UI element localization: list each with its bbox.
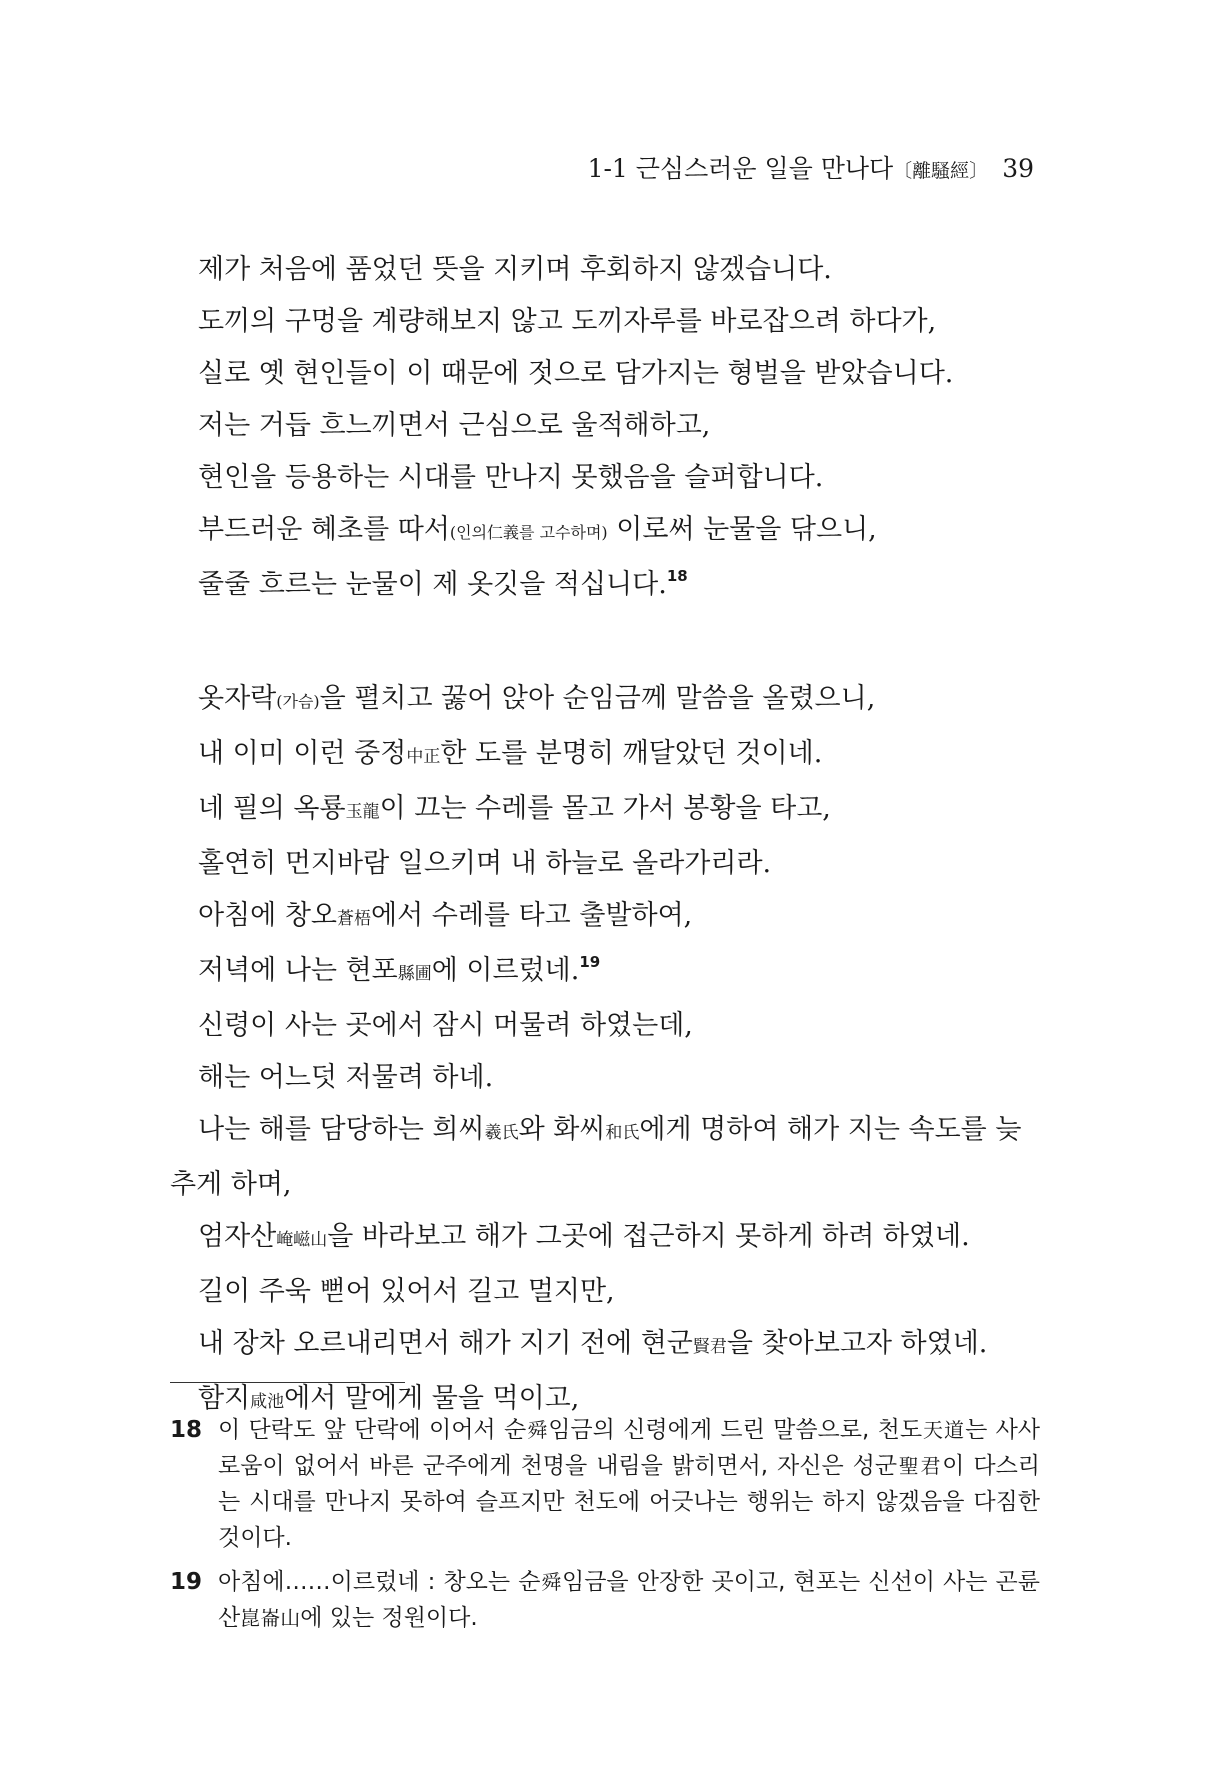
footnote-number: 18	[170, 1417, 203, 1443]
running-header	[160, 150, 1034, 190]
chapter-title: 1-1 근심스러운 일을 만나다	[587, 154, 894, 183]
verse-line: 홀연히 먼지바람 일으키며 내 하늘로 올라가리라.	[198, 848, 772, 879]
verse-line	[170, 945, 1040, 1000]
verse-text: 줄줄 흐르는 눈물이 제 옷깃을 적십니다.	[198, 569, 667, 600]
footnote-divider	[170, 1382, 405, 1383]
hanja-gloss: 聖君	[897, 1454, 943, 1478]
footnote-text-part: 에 있는 정원이다.	[300, 1605, 478, 1631]
footnote-text-part: 는 사사로움이 없어서 바른 군주에게 천명을 내림을 밝히면서, 자신은 성군	[218, 1417, 1041, 1479]
footnote-18	[170, 1412, 1040, 1556]
verse-text: 나는 해를 담당하는 희씨	[198, 1114, 485, 1145]
footnote-text-part: 아침에……이르렀네 : 창오는 순	[218, 1569, 541, 1595]
hanja-gloss: 中正	[406, 747, 441, 767]
hanja-gloss: 舜	[540, 1570, 562, 1594]
hanja-gloss: 羲氏	[484, 1123, 519, 1143]
verse-line	[170, 783, 1040, 838]
verse-text: 부드러운 혜초를 따서	[198, 514, 450, 545]
footnote-ref: 18	[666, 567, 688, 585]
footnote-text-part: 이 단락도 앞 단락에 이어서 순	[218, 1417, 527, 1443]
footnote-text-part: 임금의 신령에게 드린 말씀으로, 천도	[548, 1417, 923, 1443]
footnote-text-part: 임금을 안장한 곳이고, 현포는 신선이 사는 곤륜산	[218, 1569, 1040, 1631]
verse-line: 제가 처음에 품었던 뜻을 지키며 후회하지 않겠습니다.	[198, 254, 832, 285]
poem-body	[170, 244, 1040, 1428]
verse-line: 현인을 등용하는 시대를 만나지 못했음을 슬퍼합니다.	[198, 462, 824, 493]
verse-line	[170, 1104, 1040, 1211]
chapter-title-hanja: 〔離騷經〕	[893, 160, 989, 182]
verse-line: 길이 주욱 뻗어 있어서 길고 멀지만,	[198, 1276, 615, 1307]
footnote-19	[170, 1564, 1040, 1636]
inline-note: (인의仁義를 고수하며)	[449, 523, 608, 542]
hanja-gloss: 崦嵫山	[276, 1230, 328, 1250]
verse-text: 내 이미 이런 중정	[198, 738, 407, 769]
verse-line	[170, 673, 1040, 728]
footnote-ref: 19	[579, 953, 601, 971]
hanja-gloss: 賢君	[692, 1337, 727, 1357]
verse-line: 저는 거듭 흐느끼면서 근심으로 울적해하고,	[198, 410, 711, 441]
verse-line	[170, 1211, 1040, 1266]
stanza-break	[170, 611, 1040, 673]
hanja-gloss: 蒼梧	[337, 909, 371, 929]
verse-text: 와 화씨	[518, 1114, 606, 1145]
footnote-text-part: 이 다스리는 시대를 만나지 못하여 슬프지만 천도에 어긋나는 행위는 하지 않겠음을 다짐한 것이다.	[218, 1453, 1041, 1551]
verse-line: 해는 어느덧 저물려 하네.	[198, 1062, 494, 1093]
hanja-gloss: 崑崙山	[240, 1606, 301, 1630]
verse-line	[170, 504, 1040, 559]
verse-text: 에서 수레를 타고 출발하여,	[371, 900, 693, 931]
hanja-gloss: 舜	[526, 1418, 549, 1442]
verse-text: 옷자락	[198, 683, 277, 714]
hanja-gloss: 天道	[922, 1418, 966, 1442]
verse-text: 한 도를 분명히 깨달았던 것이네.	[440, 738, 823, 769]
verse-line	[170, 1318, 1040, 1373]
footnotes	[170, 1412, 1040, 1644]
hanja-gloss: 玉龍	[345, 802, 380, 822]
verse-text: 을 바라보고 해가 그곳에 접근하지 못하게 하려 하였네.	[327, 1221, 970, 1252]
verse-text: 이로써 눈물을 닦으니,	[607, 514, 877, 545]
verse-line: 도끼의 구멍을 계량해보지 않고 도끼자루를 바로잡으려 하다가,	[198, 306, 937, 337]
footnote-number: 19	[170, 1569, 203, 1595]
footnote-text	[218, 1412, 1040, 1556]
verse-text: 을 찾아보고자 하였네.	[726, 1328, 988, 1359]
hanja-gloss: 咸池	[250, 1392, 285, 1412]
verse-text: 이 끄는 수레를 몰고 가서 봉황을 타고,	[379, 793, 831, 824]
inline-note: (가슴)	[276, 692, 320, 711]
footnote-text	[218, 1564, 1040, 1636]
verse-line	[170, 890, 1040, 945]
verse-text: 아침에 창오	[198, 900, 337, 931]
verse-line: 신령이 사는 곳에서 잠시 머물려 하였는데,	[198, 1010, 693, 1041]
verse-text: 내 장차 오르내리면서 해가 지기 전에 현군	[198, 1328, 693, 1359]
hanja-gloss: 和氏	[605, 1123, 640, 1143]
verse-line	[170, 559, 1040, 611]
verse-text: 에게 명하여 해가 지는 속도를 늦추게 하며,	[170, 1114, 1022, 1200]
verse-text: 네 필의 옥룡	[198, 793, 346, 824]
verse-text: 엄자산	[198, 1221, 277, 1252]
page-number: 39	[1002, 154, 1034, 183]
verse-text: 에서 말에게 물을 먹이고,	[284, 1383, 580, 1414]
hanja-gloss: 縣圃	[397, 964, 432, 984]
verse-line	[170, 728, 1040, 783]
verse-text: 저녁에 나는 현포	[198, 955, 398, 986]
verse-text: 을 펼치고 꿇어 앉아 순임금께 말씀을 올렸으니,	[319, 683, 876, 714]
verse-text: 에 이르렀네.	[431, 955, 580, 986]
verse-text: 함지	[198, 1383, 251, 1414]
verse-line: 실로 옛 현인들이 이 때문에 젓으로 담가지는 형벌을 받았습니다.	[198, 358, 954, 389]
